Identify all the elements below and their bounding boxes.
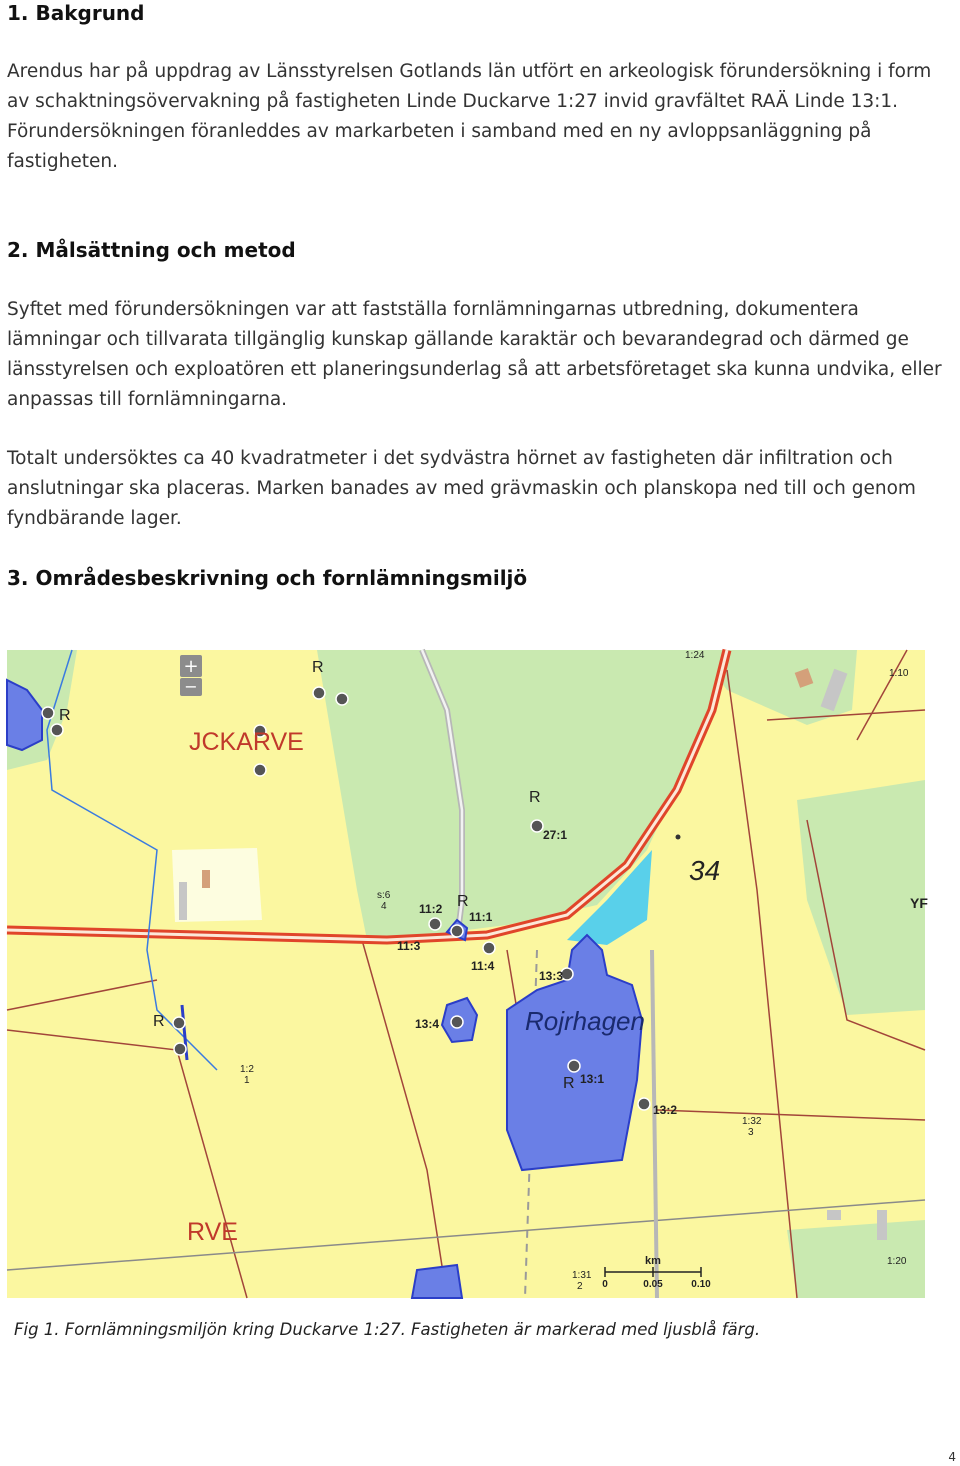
scale-unit: km: [645, 1255, 661, 1267]
marker-icon: [429, 918, 441, 930]
feature-label: 13:3: [539, 969, 564, 983]
map-figure: [7, 650, 928, 1298]
building: [179, 882, 187, 920]
scale-tick: 0.05: [643, 1279, 663, 1290]
place-label-arve: RVE: [187, 1218, 238, 1246]
feature-label: 27:1: [543, 828, 568, 842]
marker-icon: [451, 925, 463, 937]
parcel-number-34: 34: [689, 855, 721, 886]
marker-icon: [638, 1098, 650, 1110]
feature-label: 11:4: [471, 959, 495, 973]
marker-icon: [451, 1016, 463, 1028]
property-label: 2: [577, 1281, 583, 1292]
marker-icon: [568, 1060, 580, 1072]
zoom-control[interactable]: [180, 655, 202, 696]
monument-letter: R: [457, 893, 469, 910]
feature-label: 13:1: [580, 1072, 605, 1086]
monument-letter: R: [312, 659, 324, 676]
property-label: 1:32: [742, 1116, 762, 1127]
marker-icon: [51, 724, 63, 736]
feature-label: 11:2: [419, 902, 443, 916]
property-label: 1:31: [572, 1270, 592, 1281]
feature-label: 11:3: [397, 939, 421, 953]
property-label: 1:10: [889, 668, 909, 679]
heading-malsattning: 2. Målsättning och metod: [7, 238, 296, 262]
monument-letter: R: [529, 789, 541, 806]
property-label: 1: [244, 1075, 250, 1086]
paragraph-bakgrund: Arendus har på uppdrag av Länsstyrelsen Gotlands län utfört en arkeologisk förundersökning i form av schaktningsövervakning på fastigheten Linde Duckarve 1:27 invid gravfältet RAÄ Linde 13:1. Förundersökningen föranleddes av markarbeten i samband med en ny avloppsanläggning på fastigheten.: [7, 61, 932, 172]
feature-label: 11:1: [469, 910, 493, 924]
marker-icon: [483, 942, 495, 954]
monument-letter: R: [153, 1013, 165, 1030]
building: [827, 1210, 841, 1220]
building: [877, 1210, 887, 1240]
property-label: 4: [381, 901, 387, 912]
scale-tick: 0.10: [691, 1279, 711, 1290]
property-label: 3: [748, 1127, 754, 1138]
marker-icon: [336, 693, 348, 705]
place-label-rojrhagen: Rojrhagen: [525, 1006, 645, 1036]
page-number: 4: [948, 1450, 956, 1464]
monument-area-south: [412, 1265, 462, 1298]
figure-caption: Fig 1. Fornlämningsmiljön kring Duckarve 1:27. Fastigheten är markerad med ljusblå färg.: [14, 1320, 761, 1339]
marker-icon: [42, 707, 54, 719]
building: [202, 870, 210, 888]
zoom-in-icon: +: [183, 656, 199, 677]
feature-label: 13:2: [653, 1103, 678, 1117]
map-canvas: [7, 650, 928, 1298]
feature-label: 13:4: [415, 1017, 440, 1031]
scale-tick: 0: [602, 1279, 608, 1290]
monument-letter: R: [59, 707, 71, 724]
marker-icon: [174, 1043, 186, 1055]
marker-icon: [254, 764, 266, 776]
paragraph-totalt: Totalt undersöktes ca 40 kvadratmeter i det sydvästra hörnet av fastigheten där infiltration och anslutningar ska placeras. Marken banades av med grävmaskin och planskopa ned till och genom fyndbärande lager.: [7, 448, 916, 529]
paragraph-syfte: Syftet med förundersökningen var att fastställa fornlämningarnas utbredning, dokumentera lämningar och tillvarata tillgänglig kunskap gällande karaktär och bevarandegrad och därmed ge länsstyrelsen och exploatören ett planeringsunderlag så att arbetsföretaget ska kunna undvika, eller anpassas till fornlämningarna.: [7, 299, 942, 410]
monument-letter: R: [563, 1075, 575, 1092]
map-point: [676, 835, 681, 840]
property-label: 1:20: [887, 1256, 907, 1267]
place-label-duckarve: JCKARVE: [189, 728, 304, 756]
property-label: 1:2: [240, 1064, 254, 1075]
marker-icon: [313, 687, 325, 699]
property-label: s:6: [377, 890, 391, 901]
parcel-number-yf: YF: [910, 895, 928, 911]
heading-omradesbeskrivning: 3. Områdesbeskrivning och fornlämningsmiljö: [7, 566, 528, 590]
marker-icon: [531, 820, 543, 832]
property-label: 1:24: [685, 650, 705, 661]
zoom-out-icon: −: [184, 677, 198, 696]
heading-bakgrund: 1. Bakgrund: [7, 1, 145, 25]
marker-icon: [173, 1017, 185, 1029]
